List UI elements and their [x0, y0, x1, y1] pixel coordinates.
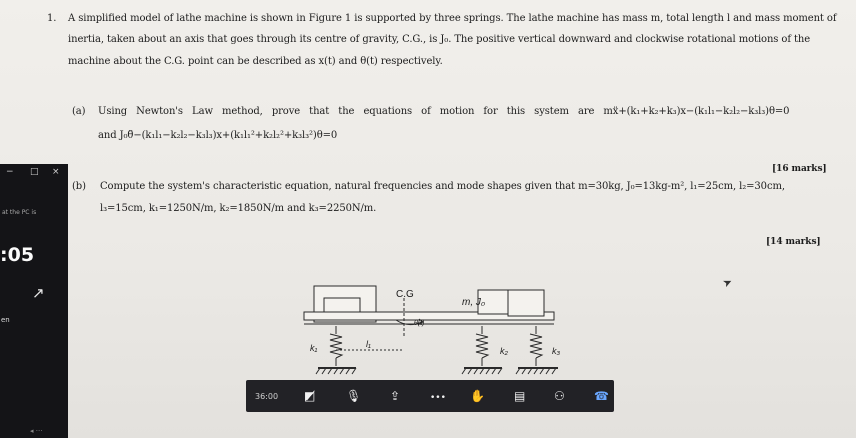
mouse-cursor-icon: ➤	[720, 274, 735, 291]
more-icon[interactable]: •••	[430, 393, 446, 403]
close-button[interactable]: ×	[52, 167, 60, 177]
video-off-icon[interactable]: ◩̸	[304, 389, 316, 403]
cg-label: C.G	[396, 289, 414, 300]
bottom-indicator-icon: ◂ ···	[30, 427, 43, 435]
part-a-line-1: Using Newton's Law method, prove that the equations of motion for this system are mẍ+(k₁+k₂+k₃)x−(k₁l₁−k₂l₂−k₃l₃)θ=0	[98, 106, 790, 117]
part-a-label: (a)	[72, 106, 86, 117]
question-number: 1.	[47, 13, 57, 24]
expand-icon[interactable]: ↗	[32, 284, 45, 302]
spring-k2	[476, 334, 488, 358]
share-text: at the PC is	[2, 209, 37, 216]
k2-label: k₂	[500, 346, 508, 356]
minimize-button[interactable]: −	[6, 167, 14, 177]
part-b-label: (b)	[72, 181, 86, 192]
maximize-button[interactable]: □	[30, 167, 39, 177]
call-timer: 36:00	[255, 392, 279, 401]
theta-label: θ(t)	[414, 320, 425, 327]
part-b-line-1: Compute the system's characteristic equation, natural frequencies and mode shapes given that m=30kg, J₀=13kg-m², l₁=25cm, l₂=30cm,	[100, 181, 785, 192]
k3-label: k₃	[552, 346, 561, 356]
question-line-3: machine about the C.G. point can be described as x(t) and θ(t) respectively.	[68, 56, 443, 67]
l1-label: l₁	[366, 339, 371, 349]
language-indicator: en	[1, 316, 10, 324]
part-a-marks: [16 marks]	[772, 164, 827, 174]
share-screen-icon[interactable]: ⇪	[390, 389, 401, 403]
mic-off-icon[interactable]: 🎙	[346, 389, 362, 403]
mass-label: m, J₀	[462, 297, 486, 308]
part-b-marks: [14 marks]	[766, 237, 821, 247]
participants-icon[interactable]: ⚇	[554, 389, 565, 403]
spring-k1	[330, 334, 342, 358]
spring-k3	[530, 334, 542, 358]
question-line-1: A simplified model of lathe machine is shown in Figure 1 is supported by three springs. The lathe machine has mass m, total length l and mass moment of	[68, 13, 837, 24]
chat-icon[interactable]: ▤	[514, 389, 526, 403]
hang-up-icon[interactable]: ☎	[594, 389, 609, 403]
lathe-figure	[296, 268, 626, 388]
clock: :05	[0, 244, 35, 266]
k1-label: k₁	[310, 343, 318, 353]
raise-hand-icon[interactable]: ✋	[470, 389, 485, 403]
part-b-line-2: l₃=15cm, k₁=1250N/m, k₂=1850N/m and k₃=2250N/m.	[100, 203, 377, 214]
part-a-line-2: and J₀θ̈−(k₁l₁−k₂l₂−k₃l₃)x+(k₁l₁²+k₂l₂²+k₃l₃²)θ=0	[98, 130, 338, 141]
question-line-2: inertia, taken about an axis that goes through its centre of gravity, C.G., is J₀. The positive vertical downward and clockwise rotational motions of the	[68, 34, 811, 45]
